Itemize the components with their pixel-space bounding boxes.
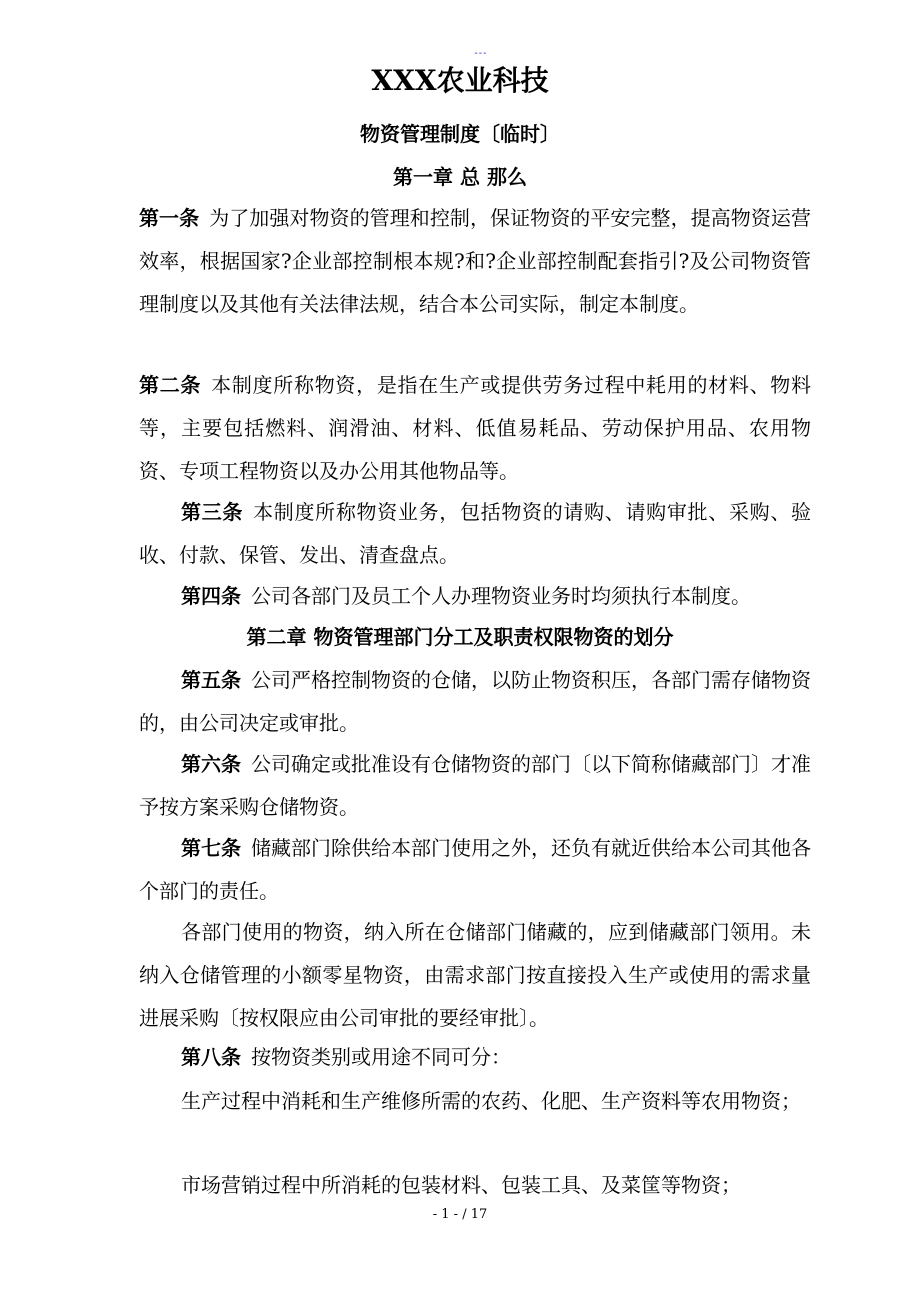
chapter-two-heading: 第二章 物资管理部门分工及职责权限物资的划分 [246,625,674,649]
article-7-label: 第七条 [181,836,241,860]
chapter-one-heading: 第一章 总 那么 [393,165,527,189]
article-2 [139,364,811,493]
article-1 [139,197,811,326]
company-title: XXX农业科技 [371,64,549,97]
article-2-label: 第二条 [139,373,202,397]
list-item-packaging-text: 市场营销过程中所消耗的包装材料、包装工具、及菜筐等物资； [181,1173,741,1197]
article-7-text: 储藏部门除供给本部门使用之外，还负有就近供给本公司其他各个部门的责任。 [139,836,811,903]
list-item-agri-supplies-text: 生产过程中消耗和生产维修所需的农药、化肥、生产资料等农用物资； [181,1089,801,1113]
article-2-text: 本制度所称物资，是指在生产或提供劳务过程中耗用的材料、物料等，主要包括燃料、润滑油、材料、低值易耗品、劳动保护用品、农用物资、专项工程物资以及办公用其他物品等。 [139,373,812,483]
article-6-label: 第六条 [181,752,241,776]
document-title: 物资管理制度〔临时〕 [360,122,560,146]
article-1-text: 为了加强对物资的管理和控制，保证物资的平安完整，提高物资运营效率，根据国家?企业部控制根本规?和?企业部控制配套指引?及公司物资管理制度以及其他有关法律法规，结合本公司实际，制定本制度。 [139,206,811,316]
article-7-paragraph-2 [139,911,811,1040]
page-number: - 1 - / 17 [432,1207,488,1222]
article-5-label: 第五条 [181,668,241,692]
article-1-label: 第一条 [139,206,200,230]
article-5-text: 公司严格控制物资的仓储，以防止物资积压，各部门需存储物资的，由公司决定或审批。 [139,668,811,735]
article-3-label: 第三条 [181,500,244,524]
article-5 [139,659,811,745]
article-6 [139,743,811,829]
article-6-text: 公司确定或批准设有仓储物资的部门〔以下简称储藏部门〕才准予按方案采购仓储物资。 [139,752,811,819]
header-mark: --- [474,48,488,59]
article-8-text: 按物资类别或用途不同可分： [251,1045,511,1069]
article-8 [139,1036,811,1079]
article-4-text: 公司各部门及员工个人办理物资业务时均须执行本制度。 [251,584,751,608]
article-3-text: 本制度所称物资业务，包括物资的请购、请购审批、采购、验收、付款、保管、发出、清查盘点。 [139,500,812,567]
list-item-packaging [139,1164,811,1207]
article-7-paragraph-2-text: 各部门使用的物资，纳入所在仓储部门储藏的，应到储藏部门领用。未纳入仓储管理的小额零星物资，由需求部门按直接投入生产或使用的需求量进展采购〔按权限应由公司审批的要经审批〕。 [139,920,811,1030]
article-8-label: 第八条 [181,1045,241,1069]
article-4 [139,575,811,618]
list-item-agri-supplies [139,1080,811,1123]
article-4-label: 第四条 [181,584,241,608]
article-3 [139,491,811,577]
article-7 [139,827,811,913]
